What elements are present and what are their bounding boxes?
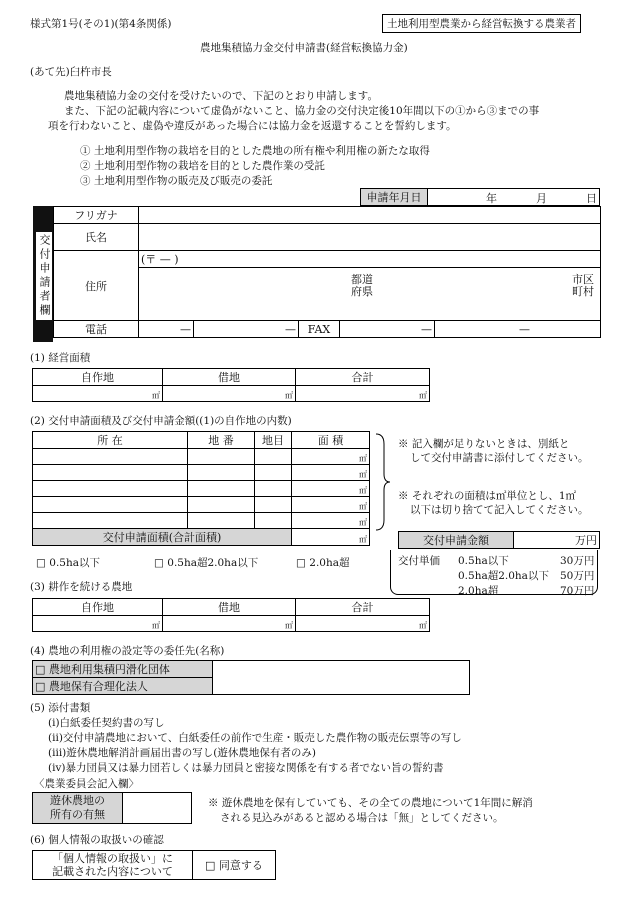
phone-seg2[interactable]: — [194,321,299,338]
committee-field[interactable] [123,793,192,824]
sec4-table [32,660,470,695]
sec2-table [32,431,370,546]
rate-cond-3: 2.0ha超 [458,585,499,597]
name-field[interactable] [139,224,601,251]
sec6-title: (6) 個人情報の取扱いの確認 [30,834,164,846]
sec1-title: (1) 経営面積 [30,352,91,364]
committee-label-1: 遊休農地の [50,794,105,807]
committee-label [33,793,123,824]
amount-field[interactable]: 万円 [514,532,600,549]
note1-line1: ※ 記入欄が足りないときは、別紙と [398,438,570,450]
pledge-item-2: ② 土地利用型作物の栽培を目的とした農作業の受託 [80,160,325,172]
sec3-own-field[interactable]: ㎡ [33,616,163,632]
sec6-label-1: 「個人情報の取扱い」に [52,852,173,865]
applicant-table [53,206,601,338]
rate-val-1: 30万円 [560,555,595,567]
month-label: 月 [536,192,547,205]
rate-cond-2: 0.5ha超2.0ha以下 [458,570,549,582]
rate-label: 交付単価 [398,555,440,567]
fax-label: FAX [299,321,340,338]
address-label: 住所 [54,251,139,321]
intro-line1: 農地集積協力金の交付を受けたいので、下記のとおり申請します。 [64,90,378,102]
sec2-h2: 地 番 [188,432,255,449]
pref-bottom: 府県 [351,285,373,298]
sec4-option-2[interactable]: □ 農地保有合理化法人 [33,678,213,695]
rate-cond-1: 0.5ha以下 [458,555,509,567]
table-row: ㎡ [33,513,370,529]
addressee: (あて先)臼杵市長 [30,66,112,78]
doc-item: (iv)暴力団員又は暴力団若しくは暴力団員と密接な関係を有する者でない旨の誓約書 [48,762,444,774]
sec1-own-field[interactable]: ㎡ [33,386,163,402]
committee-table [32,792,192,824]
committee-note-1: ※ 遊休農地を保有していても、その全ての農地について1年間に解消 [208,797,533,809]
sec6-label-2: 記載された内容について [52,865,173,878]
pledge-item-3: ③ 土地利用型作物の販売及び販売の委託 [80,175,273,187]
sec4-title: (4) 農地の利用権の設定等の委任先(名称) [30,645,225,657]
sec4-name-field[interactable] [213,661,470,695]
committee-title: 〈農業委員会記入欄〉 [34,778,139,790]
sec2-option-2[interactable]: □ 0.5ha超2.0ha以下 [154,557,259,569]
sec3-total-field[interactable]: ㎡ [296,616,430,632]
sec3-table [32,598,430,632]
sec4-option-1[interactable]: □ 農地利用集積円滑化団体 [33,661,213,678]
address-field[interactable] [139,268,601,321]
sec2-h4: 面 積 [292,432,370,449]
sec3-h1: 自作地 [33,599,163,616]
table-row: ㎡ [33,465,370,481]
form-number: 様式第1号(その1)(第4条関係) [30,18,172,30]
sec2-total-field[interactable]: ㎡ [292,529,370,546]
sec1-lease-field[interactable]: ㎡ [163,386,296,402]
rate-val-3: 70万円 [560,585,595,597]
year-label: 年 [486,192,497,205]
fax-seg2[interactable]: — [435,321,601,338]
date-table [360,188,600,206]
doc-item: (iii)遊休農地解消計画届出書の写し(遊休農地保有者のみ) [48,747,316,759]
sec1-total-field[interactable]: ㎡ [296,386,430,402]
committee-label-2: 所有の有無 [50,808,105,821]
sec2-option-1[interactable]: □ 0.5ha以下 [36,557,100,569]
phone-label: 電話 [54,321,139,338]
sec6-table [32,850,276,880]
sec5-title: (5) 添付書類 [30,702,91,714]
furigana-label: フリガナ [54,207,139,224]
sec2-h1: 所 在 [33,432,188,449]
sec2-option-3[interactable]: □ 2.0ha超 [296,557,350,569]
applicant-side-label: 交付申請者欄 [38,234,51,318]
date-label: 申請年月日 [361,189,428,206]
doc-item: (i)白紙委任契約書の写し [48,717,165,729]
table-row: ㎡ [33,497,370,513]
intro-line2: また、下記の記載内容について虚偽がないこと、協力金の交付決定後10年間以下の①から③までの事 [64,105,540,117]
note2-line2: 以下は切り捨てて記入してください。 [410,504,589,516]
sec2-title: (2) 交付申請面積及び交付申請金額((1)の自作地の内数) [30,415,292,427]
table-row: ㎡ [33,449,370,465]
committee-note-2: される見込みがあると認める場合は「無」としてください。 [220,812,504,824]
table-row: ㎡ [33,481,370,497]
sec1-h1: 自作地 [33,369,163,386]
amount-label: 交付申請金額 [399,532,514,549]
agree-checkbox[interactable]: □ 同意する [193,851,276,880]
doc-item: (ii)交付申請農地において、白紙委任の前作で生産・販売した農作物の販売伝票等の写し [48,732,462,744]
fax-seg1[interactable]: — [340,321,435,338]
city-bottom: 町村 [572,285,594,298]
brace-icon [372,432,394,532]
amount-table [398,531,600,549]
sec2-h3: 地目 [255,432,292,449]
intro-line3: 項を行わないこと、虚偽や違反があった場合には協力金を返還することを誓約します。 [48,120,457,132]
note1-line2: して交付申請書に添付してください。 [410,452,589,464]
name-label: 氏名 [54,224,139,251]
sec1-table [32,368,430,402]
pledge-item-1: ① 土地利用型作物の栽培を目的とした農地の所有権や利用権の新たな取得 [80,145,430,157]
sec3-h2: 借地 [163,599,296,616]
rate-val-2: 50万円 [560,570,595,582]
sec2-total-label: 交付申請面積(合計面積) [33,529,292,546]
sec1-h3: 合計 [296,369,430,386]
note2-line1: ※ それぞれの面積は㎡単位とし、1㎡ [398,490,577,502]
sec3-h3: 合計 [296,599,430,616]
category-tag: 土地利用型農業から経営転換する農業者 [382,14,581,33]
phone-seg1[interactable]: — [139,321,194,338]
sec3-title: (3) 耕作を続ける農地 [30,581,133,593]
sec3-lease-field[interactable]: ㎡ [163,616,296,632]
date-field[interactable] [428,189,600,206]
furigana-field[interactable] [139,207,601,224]
zip-field[interactable]: (〒 — ) [139,251,601,268]
city-top: 市区 [572,273,594,286]
sec1-h2: 借地 [163,369,296,386]
pref-top: 都道 [351,273,373,286]
sec6-label [33,851,193,880]
day-label: 日 [586,192,597,205]
page-title: 農地集積協力金交付申請書(経営転換協力金) [200,42,408,54]
